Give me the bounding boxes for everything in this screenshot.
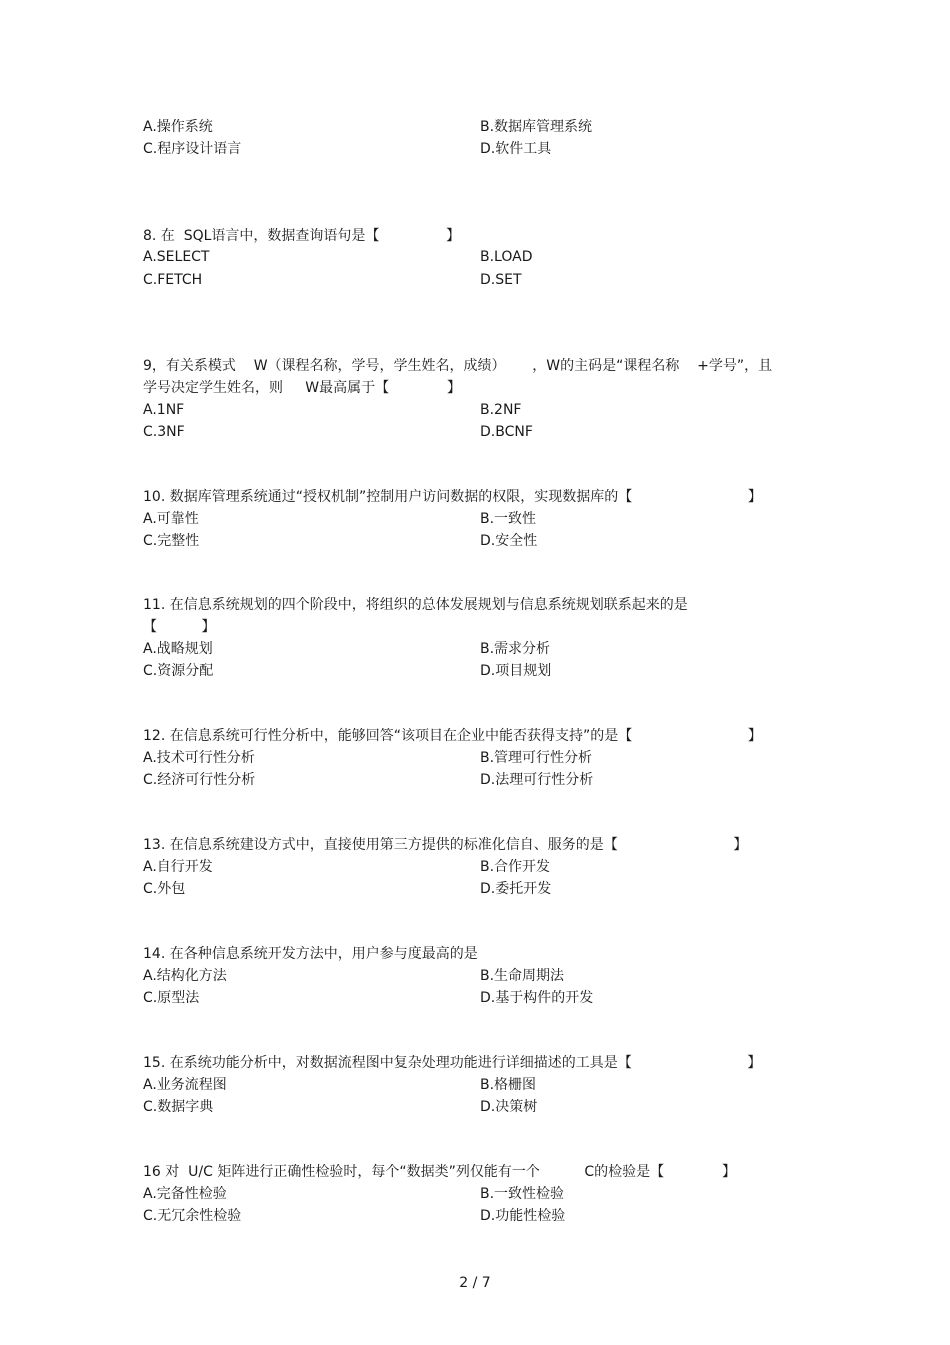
q13-stem: 13. 在信息系统建设方式中，直接使用第三方提供的标准化信自、服务的是【 】 <box>143 837 748 853</box>
q16-option-c: C.无冗余性检验 <box>143 1208 242 1224</box>
q13-option-b: B.合作开发 <box>480 859 551 875</box>
q14-stem: 14. 在各种信息系统开发方法中，用户参与度最高的是 <box>143 946 478 962</box>
q14-option-a: A.结构化方法 <box>143 968 227 984</box>
q13-option-d: D.委托开发 <box>480 881 552 897</box>
q8-option-c: C.FETCH <box>143 272 203 288</box>
q9-stem-line1: 9，有关系模式 W（课程名称，学号，学生姓名，成绩） ，W的主码是“课程名称 +学号”，且 <box>143 358 773 374</box>
q8-stem: 8. 在 SQL语言中，数据查询语句是【 】 <box>143 228 461 244</box>
q14-option-b: B.生命周期法 <box>480 968 565 984</box>
q10-option-d: D.安全性 <box>480 533 538 549</box>
q10-option-b: B.一致性 <box>480 511 537 527</box>
q12-option-c: C.经济可行性分析 <box>143 772 256 788</box>
q11-option-d: D.项目规划 <box>480 663 552 679</box>
q11-option-b: B.需求分析 <box>480 641 551 657</box>
q12-stem: 12. 在信息系统可行性分析中，能够回答“该项目在企业中能否获得支持”的是【 】 <box>143 728 762 744</box>
q15-option-d: D.决策树 <box>480 1099 538 1115</box>
q9-option-a: A.1NF <box>143 402 185 418</box>
q9-stem-line2: 学号决定学生姓名，则 W最高属于【 】 <box>143 380 461 396</box>
q16-stem: 16 对 U/C 矩阵进行正确性检验时，每个“数据类”列仅能有一个 C的检验是【 】 <box>143 1164 736 1180</box>
q14-option-d: D.基于构件的开发 <box>480 990 594 1006</box>
q14-option-c: C.原型法 <box>143 990 200 1006</box>
q8-option-b: B.LOAD <box>480 249 533 265</box>
q9-option-c: C.3NF <box>143 424 185 440</box>
q9-option-d: D.BCNF <box>480 424 533 440</box>
q8-option-d: D.SET <box>480 272 522 288</box>
q13-option-a: A.自行开发 <box>143 859 213 875</box>
q7-option-b: B.数据库管理系统 <box>480 119 593 135</box>
q12-option-d: D.法理可行性分析 <box>480 772 594 788</box>
q15-stem: 15. 在系统功能分析中，对数据流程图中复杂处理功能进行详细描述的工具是【 】 <box>143 1055 762 1071</box>
q8-option-a: A.SELECT <box>143 249 210 265</box>
q7-option-a: A.操作系统 <box>143 119 213 135</box>
q15-option-a: A.业务流程图 <box>143 1077 227 1093</box>
page-number: 2 / 7 <box>459 1275 491 1291</box>
q11-stem-line1: 11. 在信息系统规划的四个阶段中，将组织的总体发展规划与信息系统规划联系起来的是 <box>143 597 688 613</box>
q10-option-c: C.完整性 <box>143 533 200 549</box>
q7-option-d: D.软件工具 <box>480 141 552 157</box>
q16-option-a: A.完备性检验 <box>143 1186 227 1202</box>
q16-option-d: D.功能性检验 <box>480 1208 566 1224</box>
q7-option-c: C.程序设计语言 <box>143 141 242 157</box>
q12-option-b: B.管理可行性分析 <box>480 750 593 766</box>
q12-option-a: A.技术可行性分析 <box>143 750 255 766</box>
q16-option-b: B.一致性检验 <box>480 1186 565 1202</box>
q10-option-a: A.可靠性 <box>143 511 199 527</box>
q10-stem: 10. 数据库管理系统通过“授权机制”控制用户访问数据的权限，实现数据库的【 】 <box>143 489 762 505</box>
q11-stem-line2: 【 】 <box>143 619 216 635</box>
q15-option-c: C.数据字典 <box>143 1099 214 1115</box>
q15-option-b: B.格栅图 <box>480 1077 537 1093</box>
q11-option-a: A.战略规划 <box>143 641 213 657</box>
q11-option-c: C.资源分配 <box>143 663 214 679</box>
q9-option-b: B.2NF <box>480 402 522 418</box>
q13-option-c: C.外包 <box>143 881 186 897</box>
